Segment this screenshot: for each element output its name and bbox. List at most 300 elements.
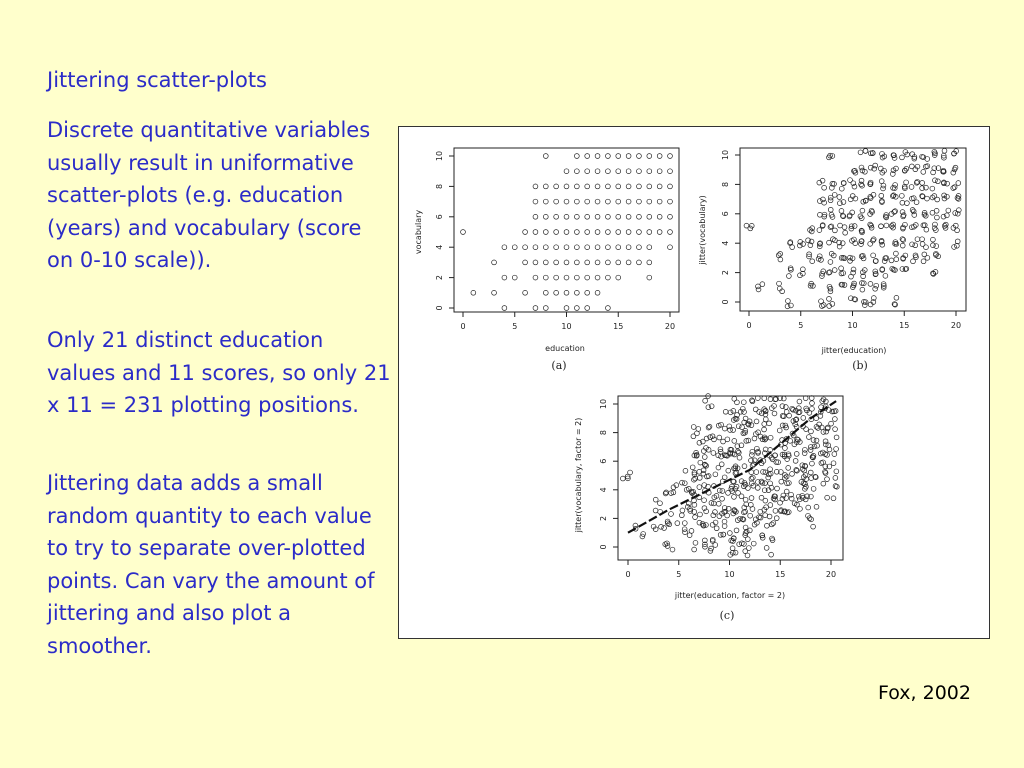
plot-c-point <box>810 406 815 411</box>
plot-c-xtick-label: 10 <box>724 570 735 579</box>
plot-c-point <box>803 482 808 487</box>
plot-b-point <box>935 179 940 184</box>
plot-a-point <box>564 260 569 265</box>
plot-c-point <box>714 526 719 531</box>
plot-a-ytick-label: 4 <box>435 244 444 250</box>
plot-b-point <box>862 303 867 308</box>
plot-a-point <box>657 230 662 235</box>
plot-b-point <box>913 243 918 248</box>
plot-a-point <box>668 169 673 174</box>
plot-a-point <box>606 230 611 235</box>
plot-a-point <box>626 154 631 159</box>
plot-c-point <box>811 438 816 443</box>
plot-b-point <box>832 268 837 273</box>
plot-a-point <box>606 184 611 189</box>
plot-c-point <box>825 495 830 500</box>
plot-a-ylabel: vocabulary <box>414 209 423 255</box>
plot-b-point <box>924 245 929 250</box>
plot-c-point <box>773 508 778 513</box>
plot-a-point <box>574 154 579 159</box>
plot-b-caption: (b) <box>852 359 868 372</box>
plot-c-point <box>754 446 759 451</box>
plot-c-point <box>702 455 707 460</box>
plot-a-ytick-label: 2 <box>435 275 444 281</box>
plot-a-point <box>492 260 497 265</box>
plot-c-point <box>802 451 807 456</box>
plot-a-point <box>543 230 548 235</box>
plot-a-point <box>585 214 590 219</box>
plot-b-point <box>827 240 832 245</box>
plot-c-point <box>736 491 741 496</box>
plot-a-point <box>574 245 579 250</box>
plot-c-point <box>768 481 773 486</box>
plot-c-ytick-label: 4 <box>599 487 608 493</box>
plot-c-point <box>772 411 777 416</box>
plot-c-point <box>722 524 727 529</box>
plot-a-point <box>543 245 548 250</box>
plot-a-point <box>461 230 466 235</box>
plot-a-point <box>595 214 600 219</box>
plot-b-point <box>900 243 905 248</box>
paragraph-jittering: Jittering data adds a small random quantity to each value to try to separate over-plotted points. Can vary the amount of jittering and also plot a smoother. <box>47 471 375 658</box>
plot-b-point <box>881 183 886 188</box>
plot-c-point <box>680 508 685 513</box>
plot-b-point <box>828 260 833 265</box>
plot-a-point <box>616 260 621 265</box>
plot-a-caption: (a) <box>551 359 567 372</box>
plot-c-point <box>723 409 728 414</box>
plot-b-point <box>822 185 827 190</box>
plot-a-point <box>554 230 559 235</box>
plot-c-point <box>793 458 798 463</box>
plot-a-point <box>637 214 642 219</box>
plot-a-point <box>471 290 476 295</box>
plot-a-point <box>533 245 538 250</box>
plot-c-point <box>769 552 774 557</box>
plot-c-point <box>726 468 731 473</box>
plot-b-point <box>923 213 928 218</box>
plot-c-xtick-label: 5 <box>676 570 682 579</box>
plot-c-point <box>769 522 774 527</box>
plot-a-point <box>637 169 642 174</box>
plot-a-point <box>657 184 662 189</box>
plot-a-point <box>554 275 559 280</box>
plot-a-point <box>574 199 579 204</box>
plot-b-point <box>868 282 873 287</box>
plot-a-point <box>543 306 548 311</box>
plot-b-point <box>954 243 959 248</box>
plot-b-point <box>839 209 844 214</box>
plot-a-point <box>585 199 590 204</box>
plot-b-point <box>863 148 868 153</box>
plot-b-point <box>924 227 929 232</box>
plot-a-point <box>616 199 621 204</box>
plot-c-ytick-label: 6 <box>599 458 608 464</box>
plot-a-point <box>626 260 631 265</box>
plot-b-point <box>871 237 876 242</box>
plot-c-point <box>821 481 826 486</box>
plot-b-ytick-label: 2 <box>721 270 730 276</box>
plot-b-point <box>839 266 844 271</box>
plot-c-point <box>704 463 709 468</box>
plot-b-point <box>889 258 894 263</box>
plot-c-caption: (c) <box>719 609 735 622</box>
plot-a-point <box>585 306 590 311</box>
plot-a-point <box>626 230 631 235</box>
plot-b-ylabel: jitter(vocabulary) <box>698 195 707 265</box>
plot-a-point <box>523 230 528 235</box>
plot-a-point <box>533 230 538 235</box>
plot-c-point <box>811 486 816 491</box>
plot-a-point <box>606 245 611 250</box>
plot-a-point <box>668 199 673 204</box>
plot-c-point <box>790 471 795 476</box>
plot-c-point <box>734 528 739 533</box>
plot-a-ytick-label: 6 <box>435 214 444 220</box>
plot-c-point <box>762 422 767 427</box>
plot-b-point <box>788 303 793 308</box>
plot-c-point <box>692 477 697 482</box>
figure-panel <box>398 126 990 639</box>
plot-c-point <box>756 480 761 485</box>
plot-c-point <box>763 417 768 422</box>
plot-c-point <box>732 494 737 499</box>
plot-a-point <box>564 169 569 174</box>
plot-a-point <box>616 214 621 219</box>
plot-c-point <box>811 524 816 529</box>
plot-b-point <box>910 208 915 213</box>
plot-a-point <box>637 154 642 159</box>
plot-c-point <box>733 550 738 555</box>
plot-a-point <box>574 290 579 295</box>
plot-a-point <box>595 184 600 189</box>
plot-b-point <box>920 180 925 185</box>
plot-a-point <box>543 260 548 265</box>
plot-a-ytick-label: 10 <box>435 150 444 162</box>
plot-b-point <box>893 251 898 256</box>
plot-c-point <box>781 396 786 401</box>
plot-a-point <box>512 245 517 250</box>
plot-c-point <box>697 475 702 480</box>
plot-c-point <box>658 501 663 506</box>
plot-c-point <box>786 466 791 471</box>
plot-c-point <box>832 452 837 457</box>
plot-a-point <box>595 245 600 250</box>
plot-a-point <box>564 214 569 219</box>
plot-b-ytick-label: 8 <box>721 181 730 187</box>
plot-c-point <box>768 397 773 402</box>
plot-b-point <box>810 259 815 264</box>
plot-a-point <box>647 184 652 189</box>
plot-a-point <box>585 184 590 189</box>
plot-a-point <box>668 154 673 159</box>
plot-a-frame <box>454 148 679 312</box>
plot-a-xtick-label: 10 <box>561 322 572 331</box>
plot-c-point <box>801 416 806 421</box>
plot-c-point <box>747 528 752 533</box>
plot-a-point <box>543 154 548 159</box>
plot-a-point <box>616 275 621 280</box>
plot-c-point <box>750 507 755 512</box>
plot-b-point <box>879 224 884 229</box>
plot-b-point <box>953 165 958 170</box>
plot-a-point <box>647 154 652 159</box>
plot-a-point <box>512 275 517 280</box>
plot-b-point <box>785 299 790 304</box>
plot-a-point <box>606 275 611 280</box>
plot-b-point <box>942 148 947 153</box>
plot-c-point <box>810 401 815 406</box>
plot-a-point <box>606 169 611 174</box>
plot-a-point <box>637 199 642 204</box>
plot-c-point <box>832 417 837 422</box>
plot-a-point <box>502 306 507 311</box>
plot-c-point <box>711 451 716 456</box>
plot-b-point <box>839 186 844 191</box>
plot-b-point <box>900 155 905 160</box>
plot-b-point <box>828 207 833 212</box>
plot-b-point <box>912 213 917 218</box>
plot-c-point <box>732 439 737 444</box>
plot-c-point <box>753 407 758 412</box>
plot-b-point <box>873 286 878 291</box>
plot-c-point <box>834 447 839 452</box>
plot-a-point <box>523 260 528 265</box>
plot-b-ytick-label: 0 <box>721 299 730 305</box>
plot-c-point <box>762 427 767 432</box>
plot-b-point <box>859 239 864 244</box>
plot-a-point <box>668 214 673 219</box>
plot-c-point <box>701 471 706 476</box>
plot-c-point <box>810 461 815 466</box>
plot-b-point <box>955 239 960 244</box>
plot-a-xtick-label: 20 <box>664 322 676 331</box>
figure-svg <box>399 127 989 638</box>
plot-c-point <box>620 476 625 481</box>
plot-a-point <box>492 290 497 295</box>
plot-c-point <box>717 514 722 519</box>
plot-a-point <box>543 184 548 189</box>
plot-c-point <box>662 526 667 531</box>
plot-b-point <box>842 225 847 230</box>
plot-b-point <box>817 228 822 233</box>
plot-c-point <box>834 469 839 474</box>
plot-c-point <box>794 452 799 457</box>
plot-a-point <box>585 154 590 159</box>
plot-c-point <box>750 449 755 454</box>
plot-b-point <box>894 295 899 300</box>
plot-c-point <box>735 400 740 405</box>
plot-c-point <box>775 486 780 491</box>
plot-b-point <box>837 195 842 200</box>
plot-b-point <box>899 193 904 198</box>
plot-b-point <box>838 223 843 228</box>
plot-c-point <box>682 521 687 526</box>
plot-c-point <box>758 509 763 514</box>
plot-a-point <box>574 184 579 189</box>
plot-a-point <box>657 154 662 159</box>
plot-c-point <box>833 476 838 481</box>
plot-c-point <box>783 405 788 410</box>
plot-a-point <box>657 214 662 219</box>
plot-a-point <box>626 214 631 219</box>
plot-a-point <box>668 245 673 250</box>
plot-c-point <box>736 424 741 429</box>
plot-a-point <box>637 245 642 250</box>
plot-b-point <box>921 259 926 264</box>
plot-c-point <box>692 547 697 552</box>
plot-c-point <box>752 436 757 441</box>
plot-c-point <box>675 521 680 526</box>
plot-c-point <box>698 460 703 465</box>
plot-a-point <box>564 306 569 311</box>
plot-b-point <box>868 241 873 246</box>
plot-a-point <box>574 169 579 174</box>
plot-a-point <box>668 230 673 235</box>
plot-b-point <box>860 287 865 292</box>
plot-c-ylabel: jitter(vocabulary, factor = 2) <box>574 417 583 533</box>
plot-b-point <box>909 185 914 190</box>
plot-a-ytick-label: 8 <box>435 183 444 189</box>
plot-c-point <box>825 477 830 482</box>
plot-c-xlabel: jitter(education, factor = 2) <box>674 591 786 600</box>
plot-b-point <box>873 259 878 264</box>
plot-c-point <box>755 485 760 490</box>
plot-a-point <box>554 245 559 250</box>
plot-a-point <box>606 260 611 265</box>
plot-b-point <box>920 237 925 242</box>
plot-b-point <box>935 197 940 202</box>
plot-c-point <box>771 521 776 526</box>
plot-c-point <box>749 476 754 481</box>
plot-c-point <box>767 514 772 519</box>
plot-c-point <box>762 396 767 401</box>
plot-b-point <box>930 186 935 191</box>
plot-a-point <box>533 214 538 219</box>
plot-b-ytick-label: 6 <box>721 211 730 217</box>
plot-c-point <box>808 470 813 475</box>
plot-c-point <box>819 461 824 466</box>
plot-c-point <box>695 431 700 436</box>
plot-c-point <box>683 468 688 473</box>
plot-c-point <box>679 513 684 518</box>
plot-a-point <box>543 275 548 280</box>
plot-c-point <box>720 489 725 494</box>
plot-c-point <box>742 464 747 469</box>
plot-c-point <box>829 421 834 426</box>
plot-a-point <box>543 199 548 204</box>
plot-c-point <box>691 425 696 430</box>
plot-c-point <box>730 546 735 551</box>
plot-a-point <box>626 199 631 204</box>
plot-b-point <box>900 210 905 215</box>
plot-a-point <box>626 184 631 189</box>
plot-b-point <box>956 181 961 186</box>
plot-c-point <box>784 410 789 415</box>
plot-a-point <box>574 214 579 219</box>
plot-b-ytick-label: 4 <box>721 240 730 246</box>
plot-b-point <box>818 212 823 217</box>
plot-c-point <box>781 493 786 498</box>
plot-c-point <box>763 498 768 503</box>
plot-a-point <box>533 260 538 265</box>
plot-c-point <box>717 435 722 440</box>
plot-c-ytick-label: 8 <box>599 430 608 436</box>
plot-c-point <box>737 455 742 460</box>
plot-c-point <box>808 445 813 450</box>
plot-b-point <box>943 222 948 227</box>
plot-a-point <box>595 260 600 265</box>
plot-b-point <box>777 281 782 286</box>
plot-a-point <box>585 290 590 295</box>
plot-a-point <box>554 260 559 265</box>
plot-b-point <box>921 170 926 175</box>
plot-a-xlabel: education <box>545 344 585 353</box>
plot-c-point <box>743 497 748 502</box>
plot-a-point <box>554 290 559 295</box>
plot-c-point <box>720 496 725 501</box>
plot-a-point <box>502 275 507 280</box>
plot-c-point <box>797 497 802 502</box>
plot-a-point <box>616 184 621 189</box>
plot-a-ytick-label: 0 <box>435 305 444 311</box>
plot-a-point <box>585 260 590 265</box>
plot-c-point <box>690 465 695 470</box>
plot-c-point <box>741 400 746 405</box>
plot-a-point <box>595 199 600 204</box>
plot-a-point <box>595 230 600 235</box>
plot-b-point <box>932 149 937 154</box>
plot-b-xlabel: jitter(education) <box>821 346 887 355</box>
plot-b-point <box>904 180 909 185</box>
plot-c-point <box>693 540 698 545</box>
plot-c-point <box>834 435 839 440</box>
plot-b-point <box>756 284 761 289</box>
plot-c-point <box>628 470 633 475</box>
plot-c-point <box>703 398 708 403</box>
plot-c-ytick-label: 10 <box>599 398 608 410</box>
plot-c-point <box>806 435 811 440</box>
plot-b-xtick-label: 10 <box>847 321 858 330</box>
plot-a-point <box>637 260 642 265</box>
plot-a-point <box>585 230 590 235</box>
plot-a-point <box>626 245 631 250</box>
plot-b-point <box>894 257 899 262</box>
plot-a-point <box>616 154 621 159</box>
plot-b-point <box>859 165 864 170</box>
plot-a-point <box>616 169 621 174</box>
plot-b-xtick-label: 5 <box>798 321 804 330</box>
plot-c-point <box>713 472 718 477</box>
plot-c-point <box>659 524 664 529</box>
plot-c-point <box>719 462 724 467</box>
plot-c-point <box>716 453 721 458</box>
plot-c-point <box>764 523 769 528</box>
plot-c-point <box>831 496 836 501</box>
plot-a-point <box>585 245 590 250</box>
plot-b-point <box>900 200 905 205</box>
plot-b-point <box>848 178 853 183</box>
plot-b-point <box>946 208 951 213</box>
plot-a-point <box>574 306 579 311</box>
plot-b-xtick-label: 20 <box>950 321 962 330</box>
plot-b-point <box>952 185 957 190</box>
plot-a-point <box>564 275 569 280</box>
plot-c-point <box>693 515 698 520</box>
plot-c-point <box>732 396 737 401</box>
plot-b-point <box>851 270 856 275</box>
plot-a-point <box>647 169 652 174</box>
